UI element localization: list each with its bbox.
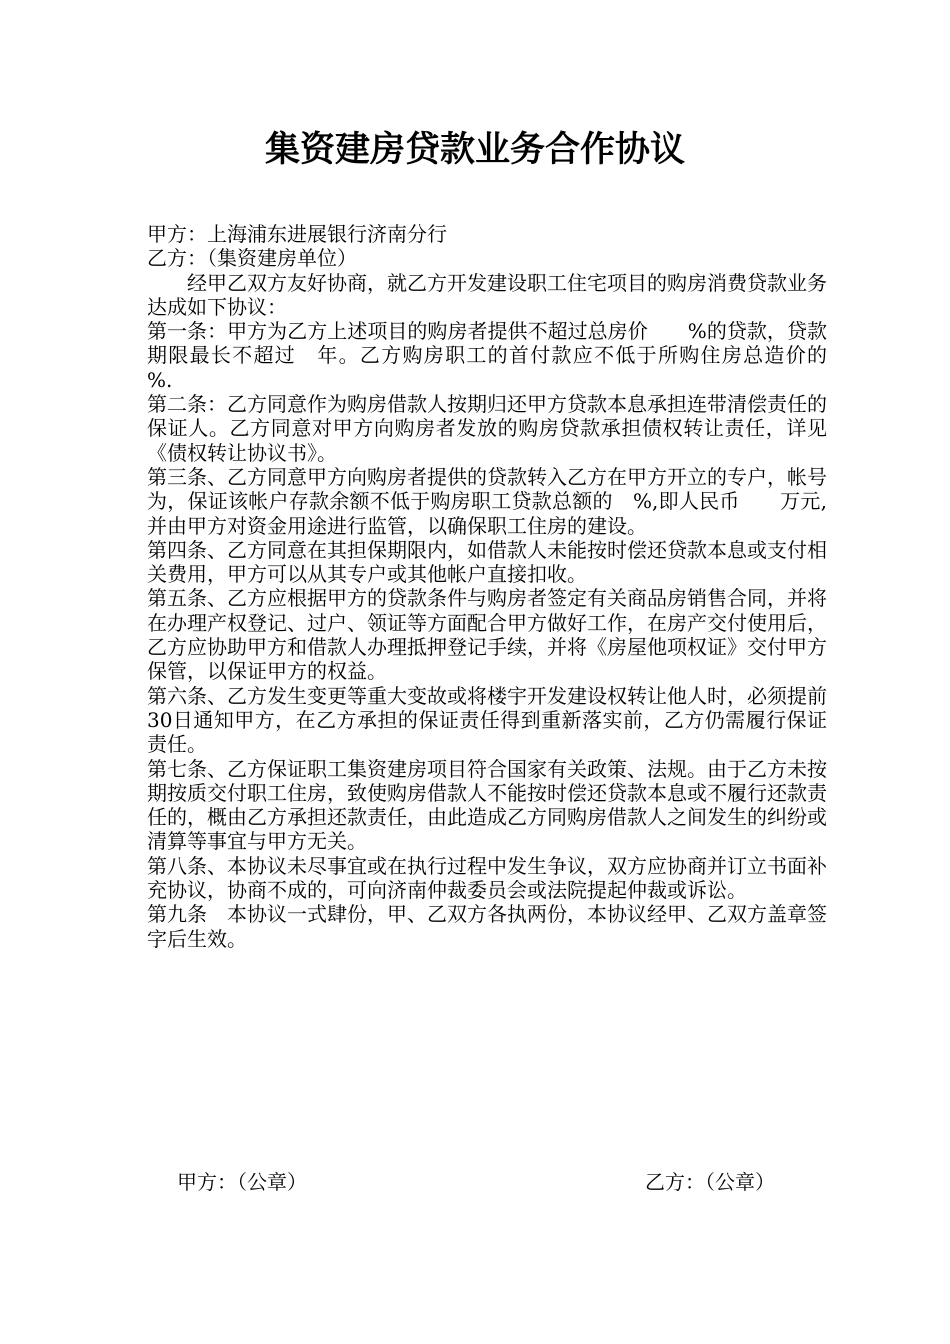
signature-party-a: 甲方：（公章） <box>177 1170 307 1194</box>
article-8: 第八条、本协议未尽事宜或在执行过程中发生争议，双方应协商并订立书面补充协议，协商不成的，可向济南仲裁委员会或法院提起仲裁或诉讼。 <box>147 853 827 903</box>
article-2: 第二条：乙方同意作为购房借款人按期归还甲方贷款本息承担连带清偿责任的保证人。乙方同意对甲方向购房者发放的购房贷款承担债权转让责任，详见《债权转让协议书》。 <box>147 392 827 465</box>
article-9: 第九条 本协议一式肆份，甲、乙双方各执两份，本协议经甲、乙双方盖章签字后生效。 <box>147 902 827 951</box>
article-6: 第六条、乙方发生变更等重大变故或将楼宇开发建设权转让他人时，必须提前30日通知甲方，在乙方承担的保证责任得到重新落实前，乙方仍需履行保证责任。 <box>147 683 827 757</box>
signature-party-b: 乙方：（公章） <box>645 1170 775 1194</box>
party-b-line: 乙方：（集资建房单位） <box>147 246 357 271</box>
document-title: 集资建房贷款业务合作协议 <box>264 129 685 170</box>
article-4: 第四条、乙方同意在其担保期限内，如借款人未能按时偿还贷款本息或支付相关费用，甲方可以从其专户或其他帐户直接扣收。 <box>147 537 827 587</box>
party-a-line: 甲方：上海浦东进展银行济南分行 <box>147 222 447 246</box>
article-5: 第五条、乙方应根据甲方的贷款条件与购房者签定有关商品房销售合同，并将在办理产权登记、过户、领证等方面配合甲方做好工作，在房产交付使用后，乙方应协助甲方和借款人办理抵押登记手续，并将《房屋他项权证》交付甲方保管，以保证甲方的权益。 <box>147 586 827 684</box>
article-1: 第一条：甲方为乙方上述项目的购房者提供不超过总房价 %的贷款，贷款期限最长不超过 年。乙方购房职工的首付款应不低于所购住房总造价的 %. <box>147 319 847 392</box>
intro-paragraph: 经甲乙双方友好协商，就乙方开发建设职工住宅项目的购房消费贷款业务达成如下协议： <box>147 270 827 319</box>
document-body <box>147 222 847 951</box>
article-7: 第七条、乙方保证职工集资建房项目符合国家有关政策、法规。由于乙方未按期按质交付职工住房，致使购房借款人不能按时偿还贷款本息或不履行还款责任的，概由乙方承担还款责任，由此造成乙方同购房借款人之间发生的纠纷或清算等事宜与甲方无关。 <box>147 756 827 854</box>
article-3: 第三条、乙方同意甲方向购房者提供的贷款转入乙方在甲方开立的专户，帐号为，保证该帐户存款余额不低于购房职工贷款总额的 %,即人民币 万元,并由甲方对资金用途进行监管，以确保职工住房的建设。 <box>147 464 827 538</box>
